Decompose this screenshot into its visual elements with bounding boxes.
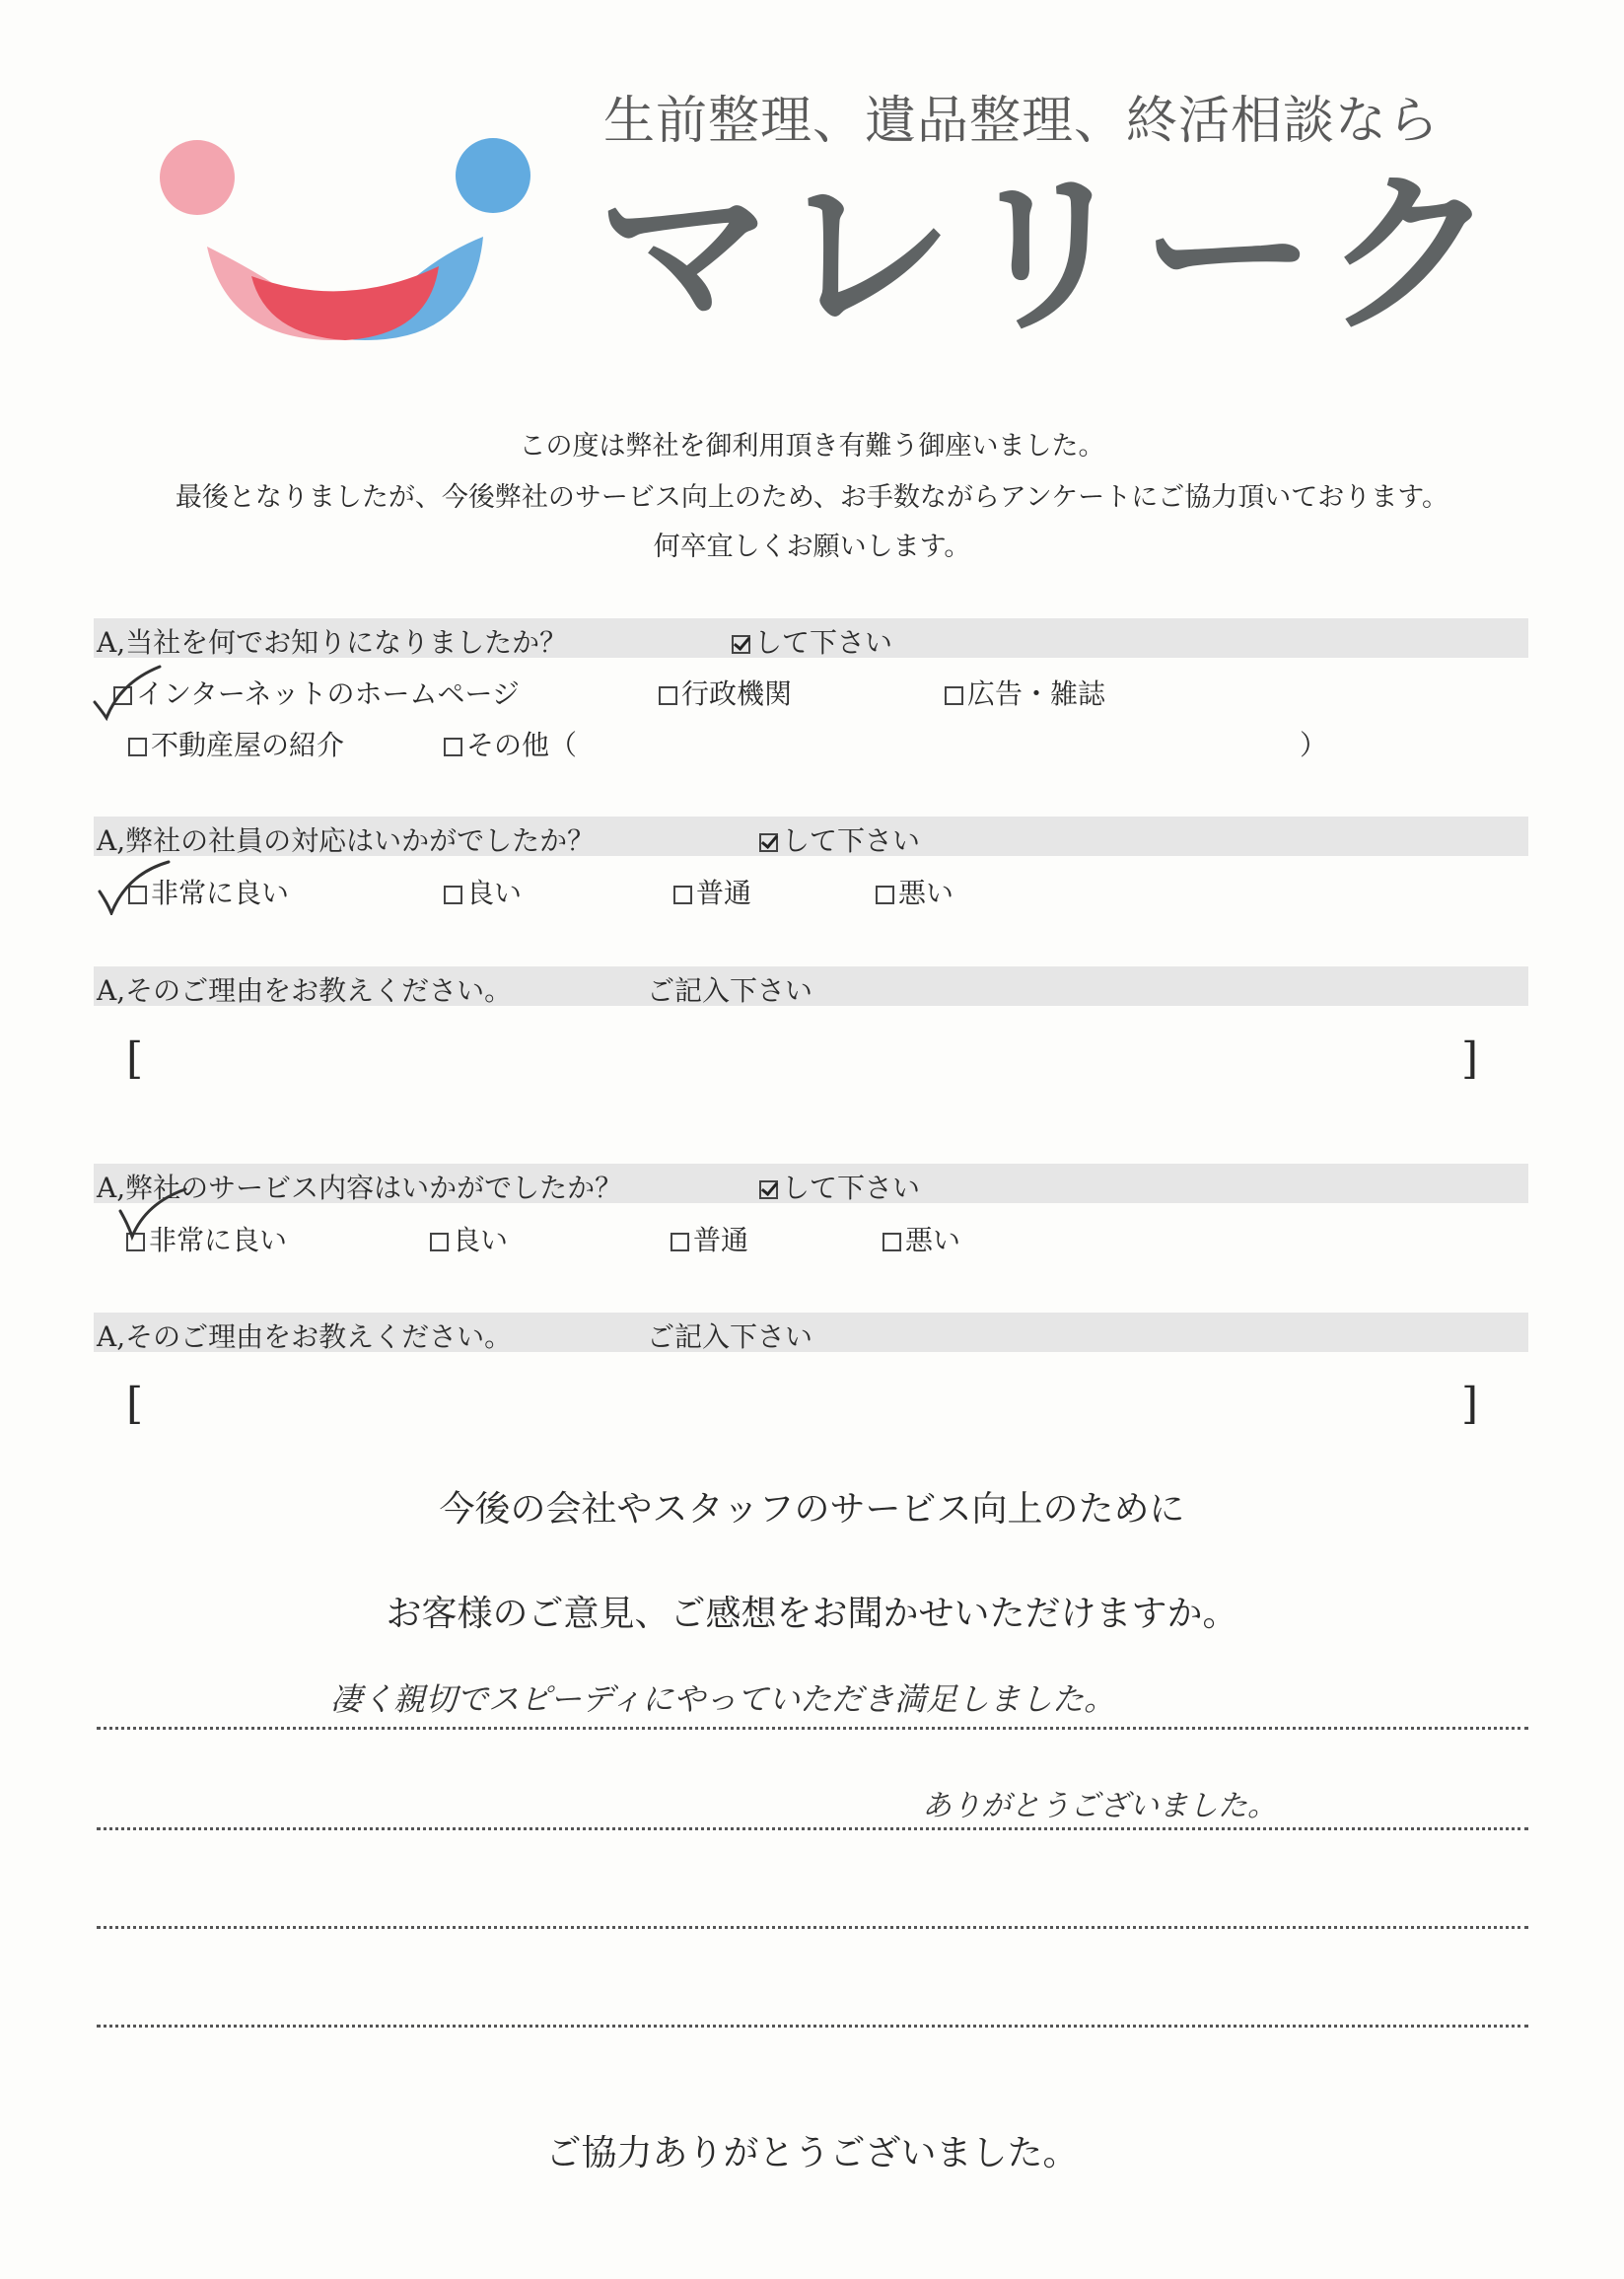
brand-name: マレリーク (597, 153, 1504, 357)
q5-hint: ご記入下さい (647, 1320, 813, 1353)
checkbox-icon[interactable] (671, 1233, 689, 1251)
hand-check-icon (91, 663, 170, 722)
intro-line-1: この度は弊社を御利用頂き有難う御座いました。 (519, 431, 1105, 462)
closing-line-2: お客様のご意見、ご感想をお聞かせいただけますか。 (386, 1594, 1238, 1634)
q1-option-internet[interactable]: インターネットのホームページ (113, 673, 520, 712)
checkbox-icon[interactable] (444, 886, 462, 904)
q4-option-bad[interactable]: 悪い (883, 1219, 960, 1258)
answer-line[interactable] (97, 1926, 1528, 1929)
q1-option-realestate[interactable]: 不動産屋の紹介 (128, 724, 344, 763)
closing-line-1: 今後の会社やスタッフのサービス向上のために (439, 1489, 1185, 1530)
answer-line[interactable] (97, 1827, 1528, 1830)
q3-close-bracket: ] (1461, 1033, 1479, 1084)
checkbox-icon[interactable] (430, 1233, 449, 1251)
q1-option-other[interactable]: その他（ (444, 724, 577, 763)
q4-hint: して下さい (759, 1167, 920, 1206)
q2-option-bad[interactable]: 悪い (876, 872, 953, 911)
checkbox-icon[interactable] (876, 886, 894, 904)
checkbox-icon[interactable] (444, 738, 462, 756)
q2-option-very-good[interactable]: 非常に良い (128, 872, 289, 911)
q2-hint: して下さい (759, 819, 920, 859)
checkbox-icon[interactable] (945, 686, 963, 705)
intro-line-2: 最後となりましたが、今後弊社のサービス向上のため、お手数ながらアンケートにご協力頂いております。 (175, 482, 1449, 513)
tagline: 生前整理、遺品整理、終活相談なら (603, 92, 1441, 151)
q2-question: A,弊社の社員の対応はいかがでしたか？ (97, 824, 596, 857)
q1-hint: して下さい (732, 621, 892, 661)
answer-line[interactable] (97, 1727, 1528, 1730)
q4-option-normal[interactable]: 普通 (671, 1219, 748, 1258)
checkbox-icon (759, 833, 778, 852)
q4-option-very-good[interactable]: 非常に良い (126, 1219, 287, 1258)
checkbox-icon (732, 635, 750, 654)
q3-question: A,そのご理由をお教えください。 (97, 974, 513, 1007)
checkbox-icon (759, 1180, 778, 1199)
marereek-logo (148, 128, 542, 355)
checkbox-icon[interactable] (883, 1233, 901, 1251)
q2-option-good[interactable]: 良い (444, 872, 522, 911)
q1-option-government[interactable]: 行政機関 (659, 673, 792, 712)
thanks-text: ご協力ありがとうございました。 (545, 2133, 1079, 2173)
q3-hint: ご記入下さい (647, 974, 813, 1007)
q2-option-normal[interactable]: 普通 (673, 872, 751, 911)
checkbox-icon[interactable] (659, 686, 677, 705)
q4-question: A,弊社のサービス内容はいかがでしたか？ (97, 1172, 623, 1204)
q5-open-bracket: [ (126, 1379, 144, 1429)
hand-check-icon (94, 856, 173, 915)
q4-option-good[interactable]: 良い (430, 1219, 508, 1258)
checkbox-icon[interactable] (128, 738, 147, 756)
q5-close-bracket: ] (1461, 1379, 1479, 1429)
q1-question: A,当社を何でお知りになりましたか？ (97, 626, 568, 659)
q1-other-close: ） (1300, 729, 1328, 761)
handwritten-comment-2: ありがとうございました。 (922, 1789, 1277, 1823)
checkbox-icon[interactable] (673, 886, 692, 904)
q5-question: A,そのご理由をお教えください。 (97, 1320, 513, 1353)
hand-check-icon (116, 1183, 195, 1243)
answer-line[interactable] (97, 2025, 1528, 2028)
q1-option-ads[interactable]: 広告・雑誌 (945, 673, 1105, 712)
q3-open-bracket: [ (126, 1033, 144, 1084)
intro-line-3: 何卒宜しくお願いします。 (653, 532, 971, 562)
handwritten-comment-1: 凄く親切でスピーディにやっていただき満足しました。 (330, 1680, 1116, 1718)
